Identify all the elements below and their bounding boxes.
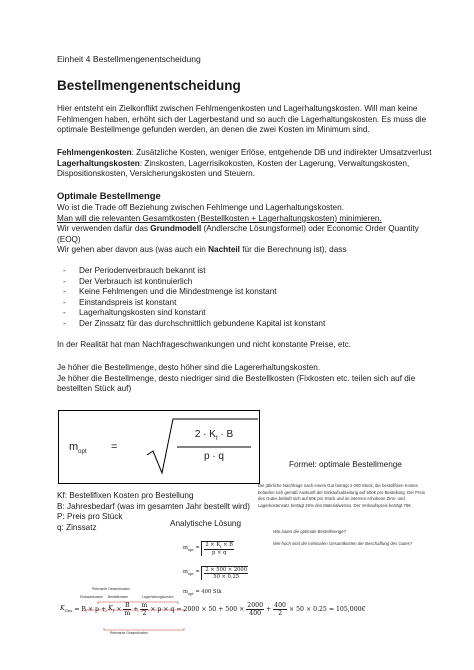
example-line: des Gutes beläuft sich auf 50€ pro Stück und im internen erhobene Zins- und	[258, 496, 405, 502]
example-problem	[258, 483, 454, 509]
formula-numerator: $2 \cdot K_f \cdot B$	[194, 429, 234, 442]
total-cost-equation: $K_{Ges} = B \times p + K_f$ × $\frac{B}{m}$ + $\frac{m}{2}$ × p × q = 2000 × 50 + 500 × $\frac{2000}{400}$ + $\frac{400}{2}$ × 50 × 0.25 = 105,000€	[60, 602, 366, 617]
list-item: - Einstandspreis ist konstant	[57, 298, 325, 309]
label-relevant-costs: Relevante Gesamtkosten	[92, 587, 131, 591]
reality-note: In der Realität hat man Nachfrageschwankungen und nicht konstante Preise, etc.	[57, 340, 352, 349]
list-item: - Der Verbrauch ist kontinuierlich	[57, 277, 325, 288]
rule-line: Je höher die Bestellmenge, desto höher sind die Lagererhaltungskosten.	[57, 363, 321, 372]
legend-line: P: Preis pro Stück	[57, 512, 123, 522]
example-line: belaufen sich gemäß Auskunft der Einkaufsabteilung auf 500€ pro Bestellung. Der Preis	[258, 489, 425, 495]
formula-caption: Formel: optimale Bestellmenge	[289, 460, 402, 469]
definition-term: Lagerhaltungskosten	[57, 158, 140, 168]
intro-line: Hier entsteht ein Zielkonflikt zwischen Fehlmengenkosten und Lagerhaltungskosten. Will man keine	[57, 104, 418, 113]
section-line: (EOQ)	[57, 234, 81, 244]
solution-step-1: $m_{opt}$ = $\frac{2 \times K_f \times B}{p \times q}$	[183, 542, 233, 557]
rule-line: Je höher die Bestellmenge, desto niedriger sind die Bestellkosten (Fixkosten etc. teilen sich auf die	[57, 373, 416, 383]
label-relevant-costs-bottom: Relevante Gesamtkosten	[110, 631, 149, 635]
section-line: Man will die relevanten Gesamtkosten (Bestellkosten + Lagerhaltungskosten) minimieren.	[57, 213, 382, 223]
document-header: Einheit 4 Bestellmengenentscheidung	[57, 54, 201, 64]
label-purchase-costs: Einkaufskosten	[80, 595, 103, 599]
definition-term: Fehlmengenkosten	[57, 148, 132, 157]
section-body	[57, 203, 419, 256]
intro-line: optimale Bestellmenge gefunden werden, an denen die zwei Kosten im Minimum sind.	[57, 125, 370, 135]
legend-line: q: Zinssatz	[57, 522, 97, 532]
rule-line: bestellten Stück auf)	[57, 384, 132, 394]
section-line: Wo ist die Trade off Beziehung zwischen Fehlmenge und Lagerhaltungskosten.	[57, 203, 344, 212]
question-2: Wie hoch sind die minimalen Gesamtkosten der Beschaffung des Gutes?	[273, 541, 413, 546]
formula-denominator: p · q	[203, 451, 224, 462]
formula-equals: =	[111, 441, 118, 453]
analytic-title: Analytische Lösung	[170, 519, 242, 528]
solution-step-2: $m_{opt}$ = $\frac{2 \times 500 \times 2000}{50 \times 0.25}$	[183, 567, 248, 580]
list-item: - Der Periodenverbrauch bekannt ist	[57, 266, 325, 277]
section-title: Optimale Bestellmenge	[57, 190, 161, 201]
solution-step-3: $m_{opt} = 400$ Stk	[183, 589, 222, 597]
section-line: Wir verwenden dafür das Grundmodell (Andlersche Lösungsformel) oder Economic Order Quantity	[57, 224, 419, 234]
list-item: - Keine Fehlmengen und die Mindestmenge ist konstant	[57, 287, 325, 298]
question-1: Wie lautet die optimale Bestellmenge?	[273, 529, 347, 534]
legend-line: B: Jahresbedarf (was im gesamten Jahr bestellt wird)	[57, 501, 250, 511]
formula-lhs: $m_{opt}$	[69, 441, 87, 456]
label-storage-costs: Lagerhaltungskosten	[142, 595, 174, 599]
intro-paragraph	[57, 104, 426, 136]
section-line: Wir gehen aber davon aus (was auch ein Nachteil für die Berechnung ist), dass	[57, 245, 347, 255]
definition-text: : Zusätzliche Kosten, weniger Erlöse, entgehende DB und indirekter Umsatzverlust	[131, 148, 432, 157]
list-item: - Der Zinssatz für das durchschnittlich gebundene Kapital ist konstant	[57, 319, 325, 330]
label-order-costs: Bestellkosten	[108, 595, 129, 599]
example-line: Die jährliche Nachfrage nach einem Gut beträgt 2 000 Stück, die bestellfixen Kosten	[258, 483, 419, 488]
legend-line: Kf: Bestellfixen Kosten pro Bestellung	[57, 491, 194, 500]
example-line: Lagerkostensatz beträgt 25% des Materialwertes. Der Verkaufspreis beträgt 75€.	[258, 502, 412, 508]
formula-box	[58, 410, 260, 484]
list-item: - Lagerhaltungskosten sind konstant	[57, 308, 325, 319]
page-title: Bestellmengenentscheidung	[57, 78, 241, 93]
definition-text: Dispositionskosten, Versicherungskosten und Steuern.	[57, 169, 255, 179]
assumptions-list	[57, 266, 325, 330]
definitions	[57, 148, 432, 180]
definition-text: : Zinskosten, Lagerrisikokosten, Kosten der Lagerung, Verwaltungskosten,	[139, 158, 410, 168]
rules-paragraph	[57, 363, 415, 395]
sqrt-sign	[59, 411, 259, 483]
intro-line: Fehlmengen haben, erhöht sich der Lagerbestand und so auch die Lagerhaltungskosten. Es muss die	[57, 114, 427, 124]
